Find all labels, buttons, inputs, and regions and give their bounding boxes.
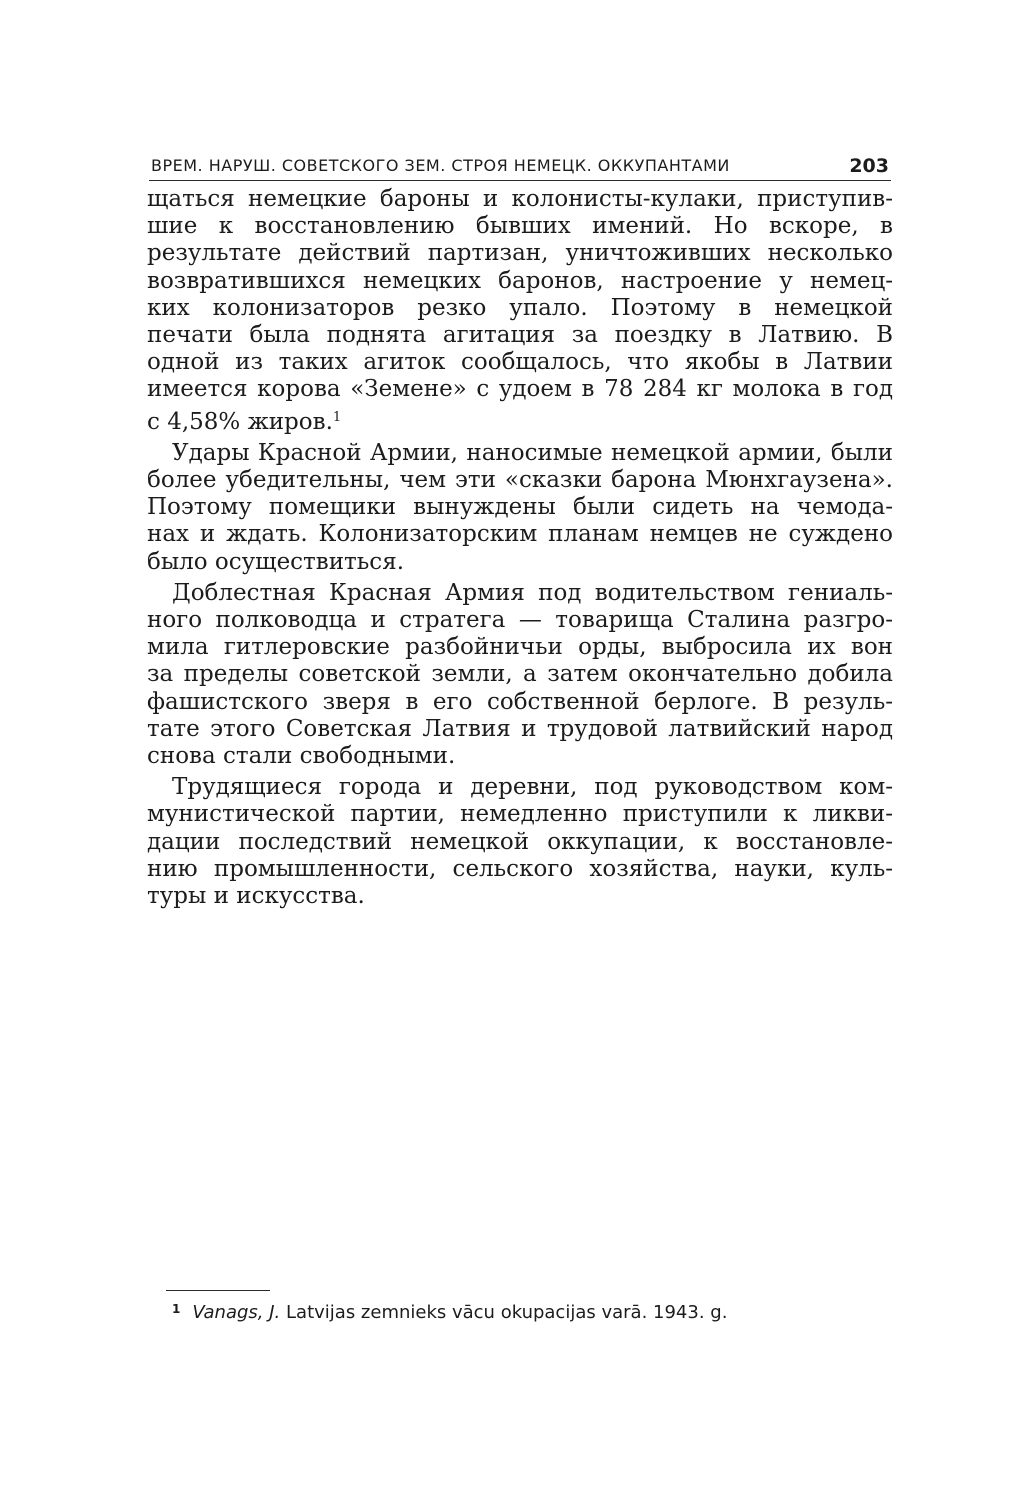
text-line: мунистической партии, немедленно приступили к ликви- <box>147 801 893 828</box>
paragraph-3 <box>147 580 893 770</box>
text-line: одной из таких агиток сообщалось, что якобы в Латвии <box>147 349 893 376</box>
body-text <box>147 186 893 914</box>
text-line: за пределы советской земли, а затем окончательно добила <box>147 661 893 688</box>
text-line-first: Доблестная Красная Армия под водительством гениаль- <box>172 579 893 606</box>
footnote-reference[interactable]: 1 <box>332 409 342 425</box>
text-line-first: Трудящиеся города и деревни, под руководством ком- <box>172 774 893 801</box>
text-line: щаться немецкие бароны и колонисты-кулаки, приступив- <box>147 186 893 212</box>
text-line: дации последствий немецкой оккупации, к восстановле- <box>147 828 893 855</box>
text-line: нию промышленности, сельского хозяйства, науки, куль- <box>147 855 893 882</box>
running-head-title: ВРЕМ. НАРУШ. СОВЕТСКОГО ЗЕМ. СТРОЯ НЕМЕЦК. ОККУПАНТАМИ <box>151 156 730 175</box>
page-number: 203 <box>849 155 889 177</box>
text-line: ких колонизаторов резко упало. Поэтому в немецкой <box>147 294 893 321</box>
text-line: тате этого Советская Латвия и трудовой латвийский народ <box>147 715 893 742</box>
text-line: нах и ждать. Колонизаторским планам немцев не суждено <box>147 521 893 548</box>
text-line-last: туры и искусства. <box>147 883 365 910</box>
text-line: имеется корова «Земене» с удоем в 78 284 кг молока в год <box>147 376 893 403</box>
text-line-first: Удары Красной Армии, наносимые немецкой армии, были <box>172 439 893 466</box>
text-line-last: было осуществиться. <box>147 548 405 575</box>
footnote <box>172 1302 727 1323</box>
text-line: Поэтому помещики вынуждены были сидеть на чемода- <box>147 494 893 521</box>
text-line: шие к восстановлению бывших имений. Но вскоре, в <box>147 213 893 240</box>
paragraph-1 <box>147 186 893 436</box>
text-line: возвратившихся немецких баронов, настроение у немец- <box>147 267 893 294</box>
paragraph-4 <box>147 774 893 910</box>
text-line-last: снова стали свободными. <box>147 743 456 770</box>
paragraph-2 <box>147 440 893 576</box>
text-line: более убедительны, чем эти «сказки барона Мюнхгаузена». <box>147 467 893 494</box>
text-line: фашистского зверя в его собственной берлоге. В резуль- <box>147 688 893 715</box>
footnote-text: Latvijas zemnieks vācu okupacijas varā. 1943. g. <box>286 1302 728 1323</box>
footnote-mark: 1 <box>172 1302 181 1316</box>
text-line-content: с 4,58% жиров. <box>147 408 333 435</box>
footnote-author: Vanags, J. <box>192 1302 281 1323</box>
text-line: мила гитлеровские разбойничьи орды, выбросила их вон <box>147 634 893 661</box>
text-line-last <box>147 404 893 436</box>
footnote-divider <box>166 1290 270 1291</box>
running-head <box>149 150 891 181</box>
text-line: ного полководца и стратега — товарища Сталина разгро- <box>147 607 893 634</box>
text-line: печати была поднята агитация за поездку в Латвию. В <box>147 322 893 349</box>
text-line: результате действий партизан, уничтоживших несколько <box>147 240 893 267</box>
